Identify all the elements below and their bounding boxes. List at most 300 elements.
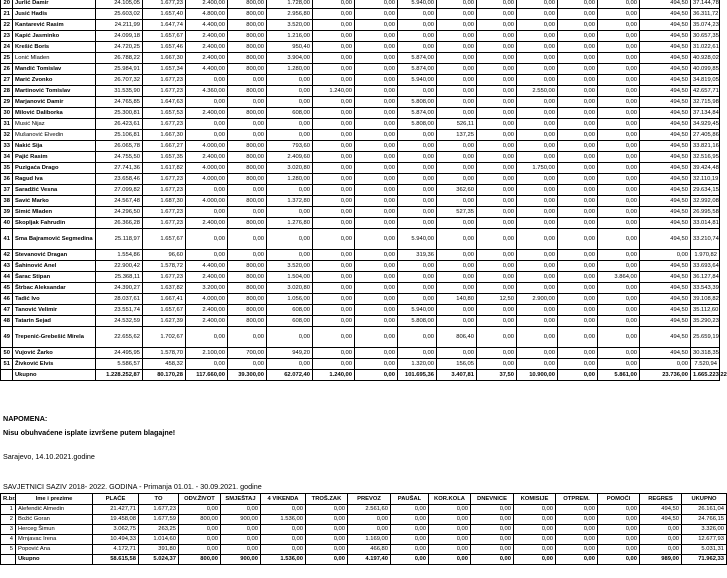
row-number: 40 [1, 218, 13, 229]
amount-cell: 2.409,60 [267, 152, 313, 163]
row-number: 46 [1, 294, 13, 305]
amount-cell: 24.105,05 [96, 0, 143, 9]
table-row [1, 283, 720, 294]
amount-cell: 0,00 [398, 141, 437, 152]
amount-cell: 0,00 [598, 359, 640, 370]
amount-cell: 1.687,30 [143, 196, 186, 207]
amount-cell: 0,00 [228, 207, 267, 218]
amount-cell: 800,00 [228, 163, 267, 174]
total-cell: 0,00 [355, 370, 398, 381]
amount-cell: 0,00 [398, 174, 437, 185]
amount-cell: 0,00 [355, 305, 398, 316]
amount-cell: 0,00 [556, 515, 598, 525]
amount-cell: 494,50 [640, 327, 691, 348]
amount-cell: 0,00 [186, 250, 228, 261]
amount-cell: 1.627,39 [143, 316, 186, 327]
row-number: 48 [1, 316, 13, 327]
amount-cell: 0,00 [186, 185, 228, 196]
amount-cell: 0,00 [517, 75, 558, 86]
amount-cell: 1.657,46 [143, 42, 186, 53]
amount-cell: 494,50 [640, 283, 691, 294]
amount-cell: 0,00 [221, 545, 261, 555]
row-number: 22 [1, 20, 13, 31]
amount-cell: 800,00 [228, 86, 267, 97]
amount-cell: 1.677,23 [139, 505, 179, 515]
amount-cell: 24.390,27 [96, 283, 143, 294]
amount-cell: 800,00 [228, 218, 267, 229]
amount-cell: 0,00 [228, 185, 267, 196]
amount-cell: 2.400,00 [186, 152, 228, 163]
amount-cell: 0,00 [598, 535, 640, 545]
amount-cell: 800,00 [228, 261, 267, 272]
amount-cell: 0,00 [429, 545, 471, 555]
amount-cell: 0,00 [355, 119, 398, 130]
amount-cell: 1.647,63 [143, 97, 186, 108]
table-row [1, 20, 720, 31]
amount-cell: 0,00 [437, 75, 477, 86]
amount-cell: 0,00 [355, 359, 398, 370]
total-cell: 0,00 [514, 555, 556, 565]
amount-cell: 0,00 [558, 9, 598, 20]
total-label: Ukupno [13, 370, 96, 381]
amount-cell: 494,50 [640, 152, 691, 163]
amount-cell: 0,00 [517, 348, 558, 359]
column-header: OTPREM. [556, 494, 598, 505]
employee-name: Nakić Sija [13, 141, 96, 152]
amount-cell: 0,00 [517, 283, 558, 294]
amount-cell: 0,00 [398, 283, 437, 294]
amount-cell: 800,00 [228, 31, 267, 42]
amount-cell: 0,00 [598, 86, 640, 97]
employee-name: Stevanović Dragan [13, 250, 96, 261]
row-number: 51 [1, 359, 13, 370]
amount-cell: 0,00 [558, 283, 598, 294]
amount-cell: 26.423,61 [96, 119, 143, 130]
row-number: 28 [1, 86, 13, 97]
amount-cell: 0,00 [517, 108, 558, 119]
amount-cell: 0,00 [477, 163, 517, 174]
amount-cell: 0,00 [267, 185, 313, 196]
amount-cell: 608,00 [267, 108, 313, 119]
amount-cell: 5.808,00 [398, 119, 437, 130]
amount-cell: 0,00 [598, 229, 640, 250]
amount-cell: 0,00 [598, 9, 640, 20]
amount-cell: 0,00 [355, 0, 398, 9]
amount-cell: 1.554,86 [96, 250, 143, 261]
column-header: R.br. [1, 494, 16, 505]
amount-cell: 800,00 [228, 152, 267, 163]
row-number: 32 [1, 130, 13, 141]
table-row [1, 207, 720, 218]
amount-cell: 0,00 [398, 327, 437, 348]
amount-cell: 12.677,93 [682, 535, 727, 545]
amount-cell: 24.495,95 [96, 348, 143, 359]
amount-cell: 0,00 [477, 196, 517, 207]
total-cell: 101.695,36 [398, 370, 437, 381]
amount-cell: 4.400,00 [186, 20, 228, 31]
amount-cell: 800,00 [228, 42, 267, 53]
amount-cell: 0,00 [477, 108, 517, 119]
amount-cell: 0,00 [437, 0, 477, 9]
amount-cell: 40.099,85 [691, 64, 720, 75]
total-cell: 5.024,37 [139, 555, 179, 565]
table-row [1, 174, 720, 185]
amount-cell: 0,00 [355, 272, 398, 283]
amount-cell: 0,00 [228, 250, 267, 261]
amount-cell: 4.000,00 [186, 294, 228, 305]
amount-cell: 31.022,61 [691, 42, 720, 53]
amount-cell: 0,00 [306, 535, 348, 545]
amount-cell: 0,00 [558, 75, 598, 86]
amount-cell: 0,00 [558, 305, 598, 316]
amount-cell: 0,00 [267, 86, 313, 97]
row-number: 35 [1, 163, 13, 174]
total-cell: 10.900,00 [517, 370, 558, 381]
amount-cell: 0,00 [313, 97, 355, 108]
amount-cell: 0,00 [437, 250, 477, 261]
amount-cell: 0,00 [598, 119, 640, 130]
amount-cell: 0,00 [355, 348, 398, 359]
amount-cell: 0,00 [477, 316, 517, 327]
total-cell: 5.861,00 [598, 370, 640, 381]
amount-cell: 0,00 [477, 9, 517, 20]
table-row [1, 152, 720, 163]
amount-cell: 0,00 [477, 119, 517, 130]
amount-cell: 0,00 [556, 505, 598, 515]
row-number: 47 [1, 305, 13, 316]
amount-cell: 0,00 [267, 97, 313, 108]
amount-cell: 140,80 [437, 294, 477, 305]
table-row [1, 525, 727, 535]
amount-cell: 1.750,00 [517, 163, 558, 174]
amount-cell: 0,00 [398, 42, 437, 53]
amount-cell: 35.112,60 [691, 305, 720, 316]
amount-cell: 0,00 [348, 515, 391, 525]
amount-cell: 4.000,00 [186, 141, 228, 152]
amount-cell: 0,00 [598, 250, 640, 261]
amount-cell: 1.657,35 [143, 152, 186, 163]
amount-cell: 2.400,00 [186, 31, 228, 42]
amount-cell: 0,00 [477, 20, 517, 31]
amount-cell: 494,50 [640, 119, 691, 130]
amount-cell: 0,00 [355, 229, 398, 250]
row-number: 45 [1, 283, 13, 294]
amount-cell: 36.311,72 [691, 9, 720, 20]
total-cell: 989,00 [640, 555, 682, 565]
table-row [1, 316, 720, 327]
amount-cell: 494,50 [640, 261, 691, 272]
amount-cell: 0,00 [267, 250, 313, 261]
table-row [1, 42, 720, 53]
amount-cell: 0,00 [477, 53, 517, 64]
amount-cell: 0,00 [313, 141, 355, 152]
amount-cell: 25.106,81 [96, 130, 143, 141]
amount-cell: 33.821,16 [691, 141, 720, 152]
amount-cell: 0,00 [398, 294, 437, 305]
amount-cell: 2.400,00 [186, 108, 228, 119]
amount-cell: 526,11 [437, 119, 477, 130]
employee-name: Skopljak Fahrudin [13, 218, 96, 229]
amount-cell: 0,00 [355, 75, 398, 86]
amount-cell: 1.578,70 [143, 348, 186, 359]
row-number: 1 [1, 505, 16, 515]
amount-cell: 0,00 [640, 250, 691, 261]
employee-name: Puzigaća Drago [13, 163, 96, 174]
amount-cell: 800,00 [228, 9, 267, 20]
employee-name: Štrbac Aleksandar [13, 283, 96, 294]
amount-cell: 0,00 [391, 545, 429, 555]
amount-cell: 3.864,00 [598, 272, 640, 283]
table-row [1, 9, 720, 20]
amount-cell: 0,00 [313, 261, 355, 272]
employee-name: Ragud Iva [13, 174, 96, 185]
amount-cell: 3.326,00 [682, 525, 727, 535]
row-number: 23 [1, 31, 13, 42]
column-header: 4 VIKENDA [261, 494, 306, 505]
amount-cell: 26.065,78 [96, 141, 143, 152]
table-row [1, 196, 720, 207]
amount-cell: 0,00 [517, 174, 558, 185]
table-row [1, 359, 720, 370]
amount-cell: 0,00 [598, 141, 640, 152]
row-number: 49 [1, 327, 13, 348]
amount-cell: 0,00 [355, 53, 398, 64]
row-number: 31 [1, 119, 13, 130]
amount-cell: 1.014,60 [139, 535, 179, 545]
amount-cell: 4.400,00 [186, 261, 228, 272]
amount-cell: 0,00 [471, 505, 514, 515]
amount-cell: 0,00 [437, 64, 477, 75]
row-number: 20 [1, 0, 13, 9]
amount-cell: 0,00 [437, 305, 477, 316]
amount-cell: 32.110,19 [691, 174, 720, 185]
amount-cell: 27.741,36 [96, 163, 143, 174]
amount-cell: 0,00 [313, 108, 355, 119]
total-cell: 0,00 [429, 555, 471, 565]
amount-cell: 0,00 [355, 261, 398, 272]
amount-cell: 0,00 [437, 261, 477, 272]
amount-cell: 0,00 [598, 0, 640, 9]
advisor-name: Mrnjavac Irena [16, 535, 93, 545]
amount-cell: 4.000,00 [186, 163, 228, 174]
amount-cell: 0,00 [398, 130, 437, 141]
amount-cell: 30.657,35 [691, 31, 720, 42]
amount-cell: 28.037,61 [96, 294, 143, 305]
amount-cell: 1.728,00 [267, 0, 313, 9]
total-cell: 0,00 [391, 555, 429, 565]
amount-cell: 0,00 [598, 505, 640, 515]
amount-cell: 494,50 [640, 515, 682, 525]
amount-cell: 0,00 [477, 229, 517, 250]
amount-cell: 494,50 [640, 316, 691, 327]
amount-cell: 33.693,64 [691, 261, 720, 272]
row-number: 26 [1, 64, 13, 75]
note-heading: NAPOMENA: [3, 414, 48, 423]
amount-cell: 0,00 [186, 119, 228, 130]
row-number: 36 [1, 174, 13, 185]
amount-cell: 1.372,80 [267, 196, 313, 207]
row-number: 41 [1, 229, 13, 250]
amount-cell: 0,00 [471, 525, 514, 535]
amount-cell: 0,00 [313, 305, 355, 316]
amount-cell: 0,00 [437, 316, 477, 327]
employee-name: Marić Zvonko [13, 75, 96, 86]
amount-cell: 4.172,71 [93, 545, 139, 555]
amount-cell: 0,00 [598, 64, 640, 75]
amount-cell: 0,00 [437, 141, 477, 152]
amount-cell: 0,00 [348, 525, 391, 535]
amount-cell: 2.400,00 [186, 316, 228, 327]
amount-cell: 0,00 [517, 261, 558, 272]
total-cell: 37,50 [477, 370, 517, 381]
table-body [1, 0, 727, 381]
employee-name: Šahinović Anel [13, 261, 96, 272]
amount-cell: 1.677,23 [143, 218, 186, 229]
amount-cell: 0,00 [558, 174, 598, 185]
amount-cell: 5.586,57 [96, 359, 143, 370]
total-cell: 117.660,00 [186, 370, 228, 381]
amount-cell: 30.318,35 [691, 348, 720, 359]
row-number: 34 [1, 152, 13, 163]
amount-cell: 0,00 [471, 515, 514, 525]
amount-cell: 1.578,72 [143, 261, 186, 272]
table-row [1, 272, 720, 283]
amount-cell: 494,50 [640, 218, 691, 229]
total-cell: 0,00 [556, 555, 598, 565]
column-header: Ime i prezime [16, 494, 93, 505]
amount-cell: 0,00 [267, 327, 313, 348]
amount-cell: 0,00 [477, 152, 517, 163]
table-row [1, 31, 720, 42]
amount-cell: 1.056,00 [267, 294, 313, 305]
amount-cell: 4.400,00 [186, 64, 228, 75]
amount-cell: 0,00 [477, 327, 517, 348]
amount-cell: 0,00 [437, 272, 477, 283]
amount-cell: 0,00 [313, 9, 355, 20]
amount-cell: 494,50 [640, 174, 691, 185]
amount-cell: 0,00 [477, 185, 517, 196]
amount-cell: 0,00 [437, 86, 477, 97]
amount-cell: 494,50 [640, 75, 691, 86]
amount-cell: 39.424,48 [691, 163, 720, 174]
amount-cell: 0,00 [221, 505, 261, 515]
amount-cell: 0,00 [558, 141, 598, 152]
amount-cell: 494,50 [640, 53, 691, 64]
row-number: 33 [1, 141, 13, 152]
table-row [1, 97, 720, 108]
amount-cell: 0,00 [598, 130, 640, 141]
amount-cell: 0,00 [598, 42, 640, 53]
amount-cell: 2.400,00 [186, 53, 228, 64]
amount-cell: 24.765,85 [96, 97, 143, 108]
table-row [1, 261, 720, 272]
amount-cell: 0,00 [313, 294, 355, 305]
amount-cell: 0,00 [598, 305, 640, 316]
amount-cell: 0,00 [437, 42, 477, 53]
amount-cell: 0,00 [558, 163, 598, 174]
amount-cell: 1.677,23 [143, 174, 186, 185]
amount-cell: 2.400,00 [186, 272, 228, 283]
amount-cell: 1.276,80 [267, 218, 313, 229]
amount-cell: 0,00 [437, 53, 477, 64]
table-row [1, 75, 720, 86]
amount-cell: 0,00 [398, 152, 437, 163]
amount-cell: 800,00 [228, 196, 267, 207]
amount-cell: 34.929,45 [691, 119, 720, 130]
amount-cell: 466,80 [348, 545, 391, 555]
employee-name: Martinović Tomislav [13, 86, 96, 97]
amount-cell: 5.940,00 [398, 305, 437, 316]
amount-cell: 1.970,82 [691, 250, 720, 261]
amount-cell: 0,00 [598, 515, 640, 525]
amount-cell: 7.520,94 [691, 359, 720, 370]
amount-cell: 0,00 [558, 272, 598, 283]
amount-cell: 34.819,05 [691, 75, 720, 86]
amount-cell: 0,00 [640, 535, 682, 545]
amount-cell: 0,00 [598, 294, 640, 305]
amount-cell: 1.657,40 [143, 9, 186, 20]
amount-cell: 391,80 [139, 545, 179, 555]
employee-name: Tatarin Sejad [13, 316, 96, 327]
amount-cell: 0,00 [306, 525, 348, 535]
employee-name: Kapić Jasminko [13, 31, 96, 42]
amount-cell: 23.551,74 [96, 305, 143, 316]
amount-cell: 0,00 [598, 185, 640, 196]
amount-cell: 0,00 [221, 535, 261, 545]
amount-cell: 0,00 [391, 525, 429, 535]
amount-cell: 0,00 [313, 20, 355, 31]
amount-cell: 793,60 [267, 141, 313, 152]
amount-cell: 0,00 [558, 64, 598, 75]
amount-cell: 0,00 [355, 250, 398, 261]
total-cell: 58.615,58 [93, 555, 139, 565]
amount-cell: 0,00 [267, 119, 313, 130]
amount-cell: 0,00 [514, 525, 556, 535]
amount-cell: 494,50 [640, 0, 691, 9]
amount-cell: 0,00 [471, 535, 514, 545]
amount-cell: 0,00 [598, 20, 640, 31]
amount-cell: 0,00 [517, 97, 558, 108]
amount-cell: 1.667,30 [143, 53, 186, 64]
amount-cell: 31.535,90 [96, 86, 143, 97]
amount-cell: 0,00 [355, 218, 398, 229]
amount-cell: 0,00 [558, 196, 598, 207]
amount-cell: 1.240,00 [313, 86, 355, 97]
amount-cell: 800,00 [228, 294, 267, 305]
amount-cell: 39.108,82 [691, 294, 720, 305]
amount-cell: 0,00 [398, 348, 437, 359]
table-row [1, 0, 720, 9]
amount-cell: 0,00 [477, 218, 517, 229]
amount-cell: 2.400,00 [186, 218, 228, 229]
amount-cell: 0,00 [429, 525, 471, 535]
amount-cell: 0,00 [437, 108, 477, 119]
amount-cell: 494,50 [640, 130, 691, 141]
amount-cell: 0,00 [437, 229, 477, 250]
total-cell: 1.240,00 [313, 370, 355, 381]
amount-cell: 0,00 [355, 64, 398, 75]
amount-cell: 800,00 [228, 20, 267, 31]
amount-cell: 494,50 [640, 305, 691, 316]
amount-cell: 32.715,98 [691, 97, 720, 108]
amount-cell: 0,00 [558, 97, 598, 108]
amount-cell: 0,00 [558, 119, 598, 130]
amount-cell: 0,00 [437, 174, 477, 185]
amount-cell: 0,00 [313, 272, 355, 283]
amount-cell: 0,00 [437, 31, 477, 42]
amount-cell: 26.161,04 [682, 505, 727, 515]
total-label: Ukupno [16, 555, 93, 565]
